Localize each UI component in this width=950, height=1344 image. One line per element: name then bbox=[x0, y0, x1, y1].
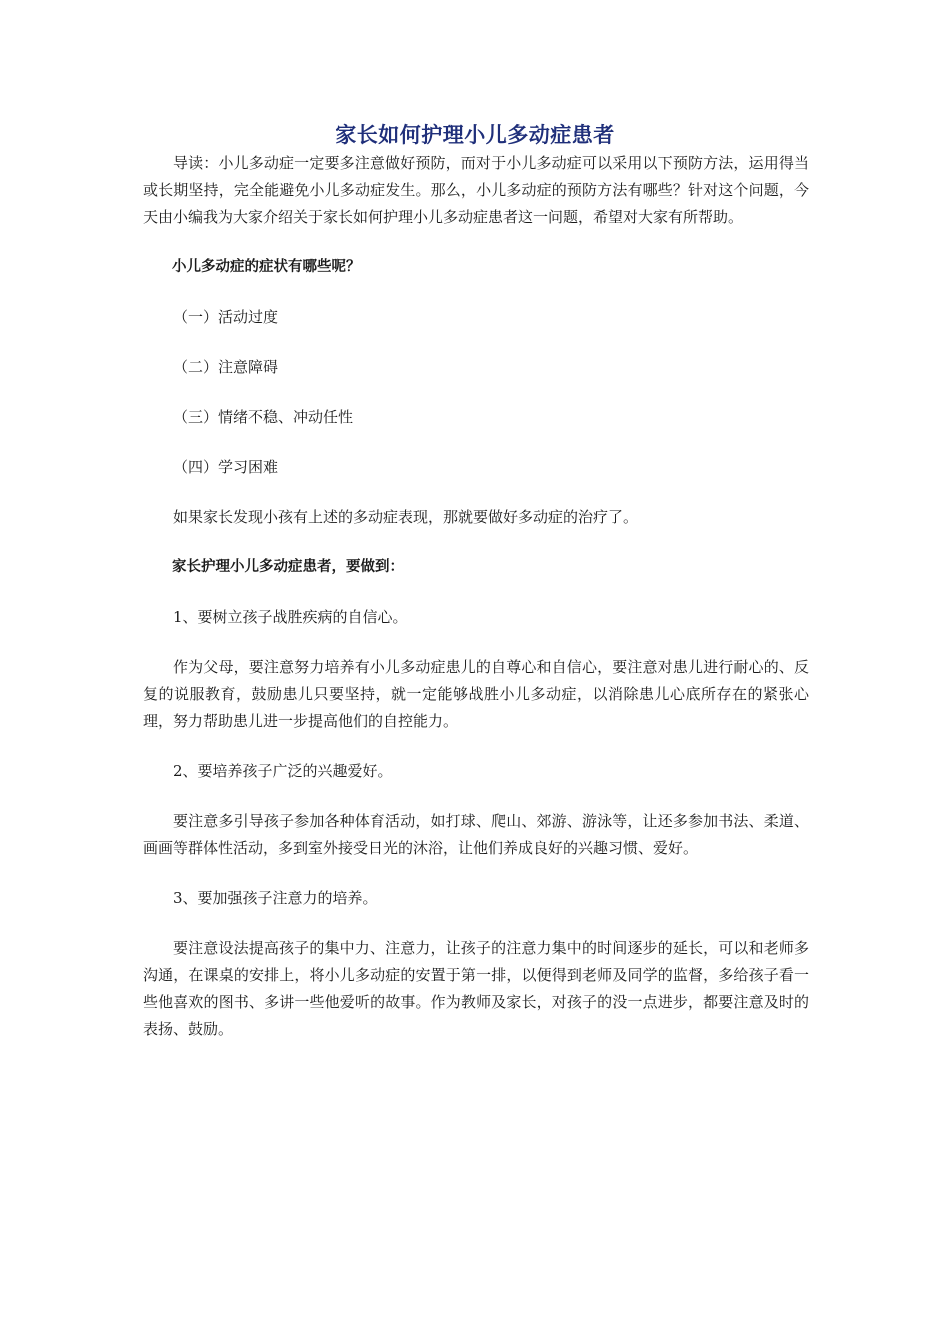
care-heading: 家长护理小儿多动症患者，要做到： bbox=[172, 559, 404, 575]
point-body-3: 要注意设法提高孩子的集中力、注意力，让孩子的注意力集中的时间逐步的延长，可以和老师多沟通，在课桌的安排上，将小儿多动症的安置于第一排，以便得到老师及同学的监督，多给孩子看一些他喜欢的图书、多讲一些他爱听的故事。作为教师及家长，对孩子的没一点进步，都要注意及时的表扬、鼓励。 bbox=[143, 939, 809, 1038]
symptom-item-2: （二）注意障碍 bbox=[173, 358, 279, 376]
intro-paragraph: 导读：小儿多动症一定要多注意做好预防，而对于小儿多动症可以采用以下预防方法，运用得当或长期坚持，完全能避免小儿多动症发生。那么，小儿多动症的预防方法有哪些？针对这个问题，今天由小编我为大家介绍关于家长如何护理小儿多动症患者这一问题，希望对大家有所帮助。 bbox=[143, 154, 809, 226]
transition-paragraph: 如果家长发现小孩有上述的多动症表现，那就要做好多动症的治疗了。 bbox=[173, 508, 639, 526]
point-title-1: 1、要树立孩子战胜疾病的自信心。 bbox=[173, 608, 408, 626]
symptoms-heading: 小儿多动症的症状有哪些呢？ bbox=[172, 259, 361, 275]
document-title: 家长如何护理小儿多动症患者 bbox=[335, 123, 615, 147]
symptom-item-3: （三）情绪不稳、冲动任性 bbox=[173, 408, 354, 426]
point-body-2: 要注意多引导孩子参加各种体育活动，如打球、爬山、郊游、游泳等，让还多参加书法、柔道、画画等群体性活动，多到室外接受日光的沐浴，让他们养成良好的兴趣习惯、爱好。 bbox=[143, 812, 809, 857]
point-title-2: 2、要培养孩子广泛的兴趣爱好。 bbox=[173, 762, 393, 780]
point-title-3: 3、要加强孩子注意力的培养。 bbox=[173, 889, 378, 907]
symptom-item-4: （四）学习困难 bbox=[173, 458, 279, 476]
document-body bbox=[143, 150, 809, 1043]
symptom-item-1: （一）活动过度 bbox=[173, 308, 279, 326]
point-body-1: 作为父母，要注意努力培养有小儿多动症患儿的自尊心和自信心，要注意对患儿进行耐心的、反复的说服教育，鼓励患儿只要坚持，就一定能够战胜小儿多动症，以消除患儿心底所存在的紧张心理，努力帮助患儿进一步提高他们的自控能力。 bbox=[143, 658, 809, 730]
